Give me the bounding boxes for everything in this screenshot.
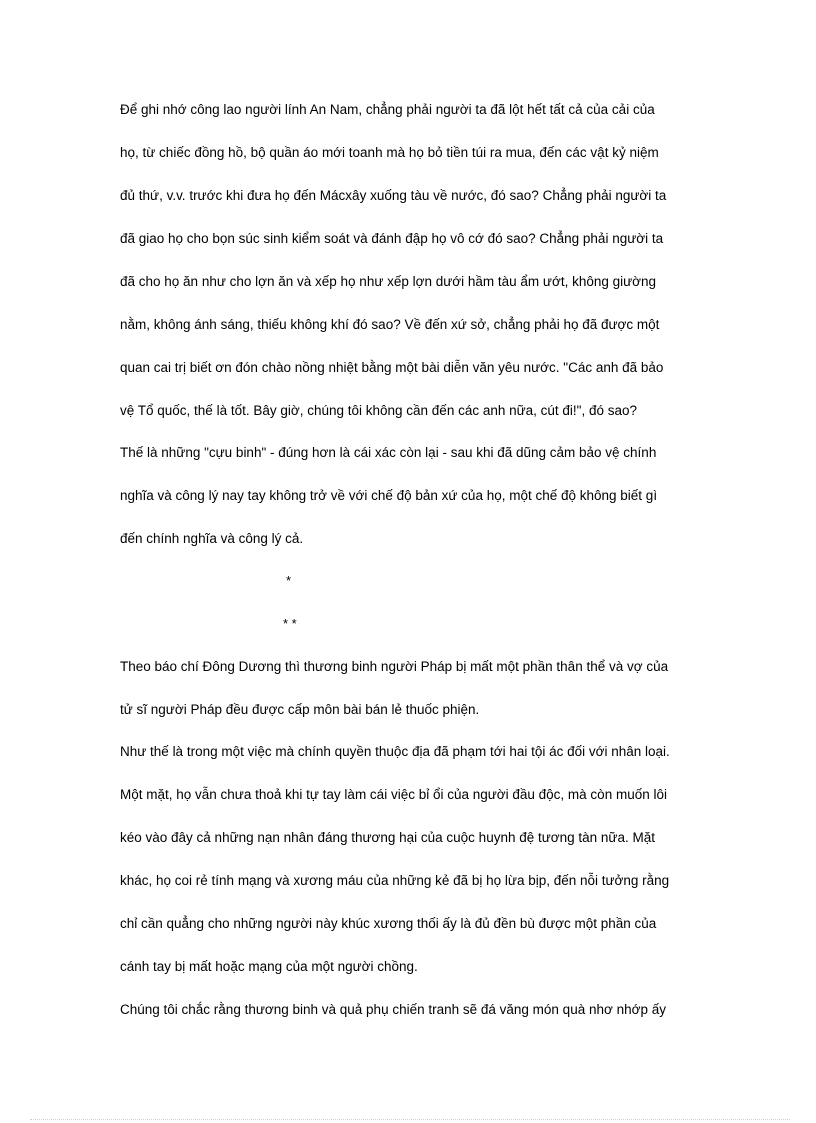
text-line: quan cai trị biết ơn đón chào nồng nhiệt bằng một bài diễn văn yêu nước. "Các anh đã bảo [120,360,664,375]
text-line: nghĩa và công lý nay tay không trở về với chế độ bản xứ của họ, một chế độ không biết gì [120,488,658,503]
text-line: Theo báo chí Đông Dương thì thương binh người Pháp bị mất một phần thân thể và vợ của [120,659,669,674]
text-line: Để ghi nhớ công lao người lính An Nam, chẳng phải người ta đã lột hết tất cả của cải của [120,102,655,117]
page-bottom-divider [30,1119,790,1120]
text-line: đã giao họ cho bọn súc sinh kiểm soát và đánh đập họ vô cớ đó sao? Chẳng phải người ta [120,231,664,246]
text-line: Một mặt, họ vẫn chưa thoả khi tự tay làm cái việc bỉ ổi của người đầu độc, mà còn muốn lôi [120,787,667,802]
text-line: cánh tay bị mất hoặc mạng của một người chồng. [120,959,418,974]
text-line: họ, từ chiếc đồng hồ, bộ quần áo mới toanh mà họ bỏ tiền túi ra mua, đến các vật kỷ niệm [120,145,659,160]
text-line: tử sĩ người Pháp đều được cấp môn bài bán lẻ thuốc phiện. [120,702,480,717]
text-line: Thế là những "cựu binh" - đúng hơn là cái xác còn lại - sau khi đã dũng cảm bảo vệ chính [120,445,657,460]
text-line: vệ Tổ quốc, thế là tốt. Bây giờ, chúng tôi không cần đến các anh nữa, cút đi!", đó sao? [120,403,638,418]
text-line: Chúng tôi chắc rằng thương binh và quả phụ chiến tranh sẽ đá văng món quà nhơ nhớp ấy [120,1002,666,1017]
separator-star: * [286,573,292,588]
text-line: đã cho họ ăn như cho lợn ăn và xếp họ như xếp lợn dưới hầm tàu ẩm ướt, không giường [120,274,657,289]
separator-stars: * * [283,616,297,631]
text-line: chỉ cần quẳng cho những người này khúc xương thối ấy là đủ đền bù được một phần của [120,916,657,931]
text-line: đến chính nghĩa và công lý cả. [120,531,304,546]
text-line: đủ thứ, v.v. trước khi đưa họ đến Mácxây xuống tàu về nước, đó sao? Chẳng phải người ta [120,188,667,203]
text-line: nằm, không ánh sáng, thiếu không khí đó sao? Về đến xứ sở, chẳng phải họ đã được một [120,317,660,332]
text-line: Như thế là trong một việc mà chính quyền thuộc địa đã phạm tới hai tội ác đối với nhân loại. [120,744,670,759]
text-line: kéo vào đây cả những nạn nhân đáng thương hại của cuộc huynh đệ tương tàn nữa. Mặt [120,830,655,845]
text-line: khác, họ coi rẻ tính mạng và xương máu của những kẻ đã bị họ lừa bịp, đến nỗi tưởng rằng [120,873,670,888]
